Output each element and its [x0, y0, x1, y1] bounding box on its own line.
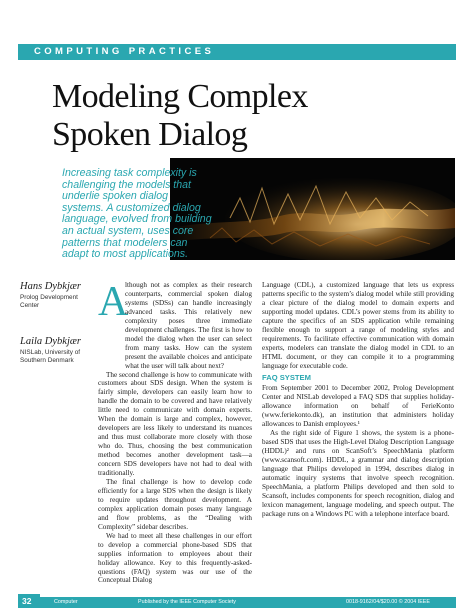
body-column-2: [262, 281, 454, 519]
page-number-box: [18, 594, 40, 608]
section-banner: [18, 44, 456, 60]
section-heading: FAQ SYSTEM: [262, 372, 311, 382]
author-1: [20, 281, 82, 310]
article-title: [52, 78, 308, 154]
paragraph: From September 2001 to December 2002, Prolog Development Center and NISLab developed a FAQ SDS that supplies holiday-allowance information on behalf of FerieKonto (www.feriekonto.dk), an institution that administers holiday allowances to Danish employees.¹: [262, 384, 454, 429]
footer-bar: [18, 597, 456, 608]
paragraph: lthough not as complex as their research counterparts, commercial spoken dialog systems (SDSs) can handle increasingly advanced tasks. This relatively new complexity poses three immediate development challenges. The first is how to model the dialog when the user can select from many tasks. How can the system present the available choices and anticipate what the user will talk about next?: [125, 281, 252, 370]
magazine-name: Computer: [54, 599, 78, 605]
publisher-line: Published by the IEEE Computer Society: [138, 599, 236, 605]
author-2: [20, 336, 82, 365]
paragraph: As the right side of Figure 1 shows, the system is a phone-based SDS that uses the High-Level Dialog Description Language (HDDL)² and runs on ScanSoft’s SpeechMania platform (www.scansoft.com). HDDL, a grammar and dialog description language that Philips developed in 1994, describes dialog in automatic inquiry systems that involve speech recognition. SpeechMania, a platform Philips developed and then sold to Scansoft, includes components for speech recognition, dialog and lexicon management, language modeling, and speech output. The package runs on a Windows PC with a telephone interface board.: [262, 429, 454, 518]
page-number: 32: [22, 596, 32, 606]
paragraph: We had to meet all these challenges in our effort to develop a commercial phone-based SDS that supplies information to employees about their holiday allowance. Key to this frequently-asked-questions (FAQ) system was our use of the Conceptual Dialog: [98, 531, 252, 585]
abstract-text: Increasing task complexity is challenging the models that underlie spoken dialog systems. A customized dialog language, evolved from building an actual system, uses core patterns that modelers can adapt to most applications.: [62, 167, 212, 261]
issn-line: 0018-9162/04/$20.00 © 2004 IEEE: [346, 599, 430, 605]
title-line-2: Spoken Dialog: [52, 116, 248, 153]
hero-image: [170, 158, 455, 260]
author-name: Hans Dybkjær: [20, 281, 81, 292]
paragraph: The second challenge is how to communicate with customers about SDS design. When the system is fairly simple, developers can easily learn how to handle the domain to be covered and have relatively little need to communicate with domain experts. When the domain is large and complex, however, developers are less likely to understand its nuances and thus must collaborate more closely with those who do. Thus, choosing the best communication method becomes another development task—a concern SDS developers have not had to deal with traditionally.: [98, 370, 252, 478]
body-column-1: [98, 281, 252, 585]
paragraph: The final challenge is how to develop code efficiently for a large SDS when the design is likely to require updates throughout development. A complex application domain poses many language and flow problems, as the “Dealing with Complexity” sidebar describes.: [98, 477, 252, 531]
title-line-1: Modeling Complex: [52, 78, 308, 115]
author-name: Laila Dybkjær: [20, 336, 81, 347]
section-label: COMPUTING PRACTICES: [34, 46, 215, 57]
paragraph: Language (CDL), a customized language that lets us express patterns specific to the system’s dialog model while still providing a clear picture of the dialog model to domain experts and supporting model updates. CDL’s power stems from its ability to capture the specifics of an SDS application while remaining flexible enough to support a range of modeling styles and requirements. To facilitate effective communication with domain experts, modelers can translate the dialog model in CDL to an HTML document, or they can compile it to a programming language for executable code.: [262, 281, 454, 370]
drop-cap: A: [98, 279, 129, 325]
author-affiliation: Prolog Development Center: [20, 294, 78, 310]
waveform-illustration: [170, 158, 455, 260]
author-affiliation: NISLab, University of Southern Denmark: [20, 349, 81, 365]
